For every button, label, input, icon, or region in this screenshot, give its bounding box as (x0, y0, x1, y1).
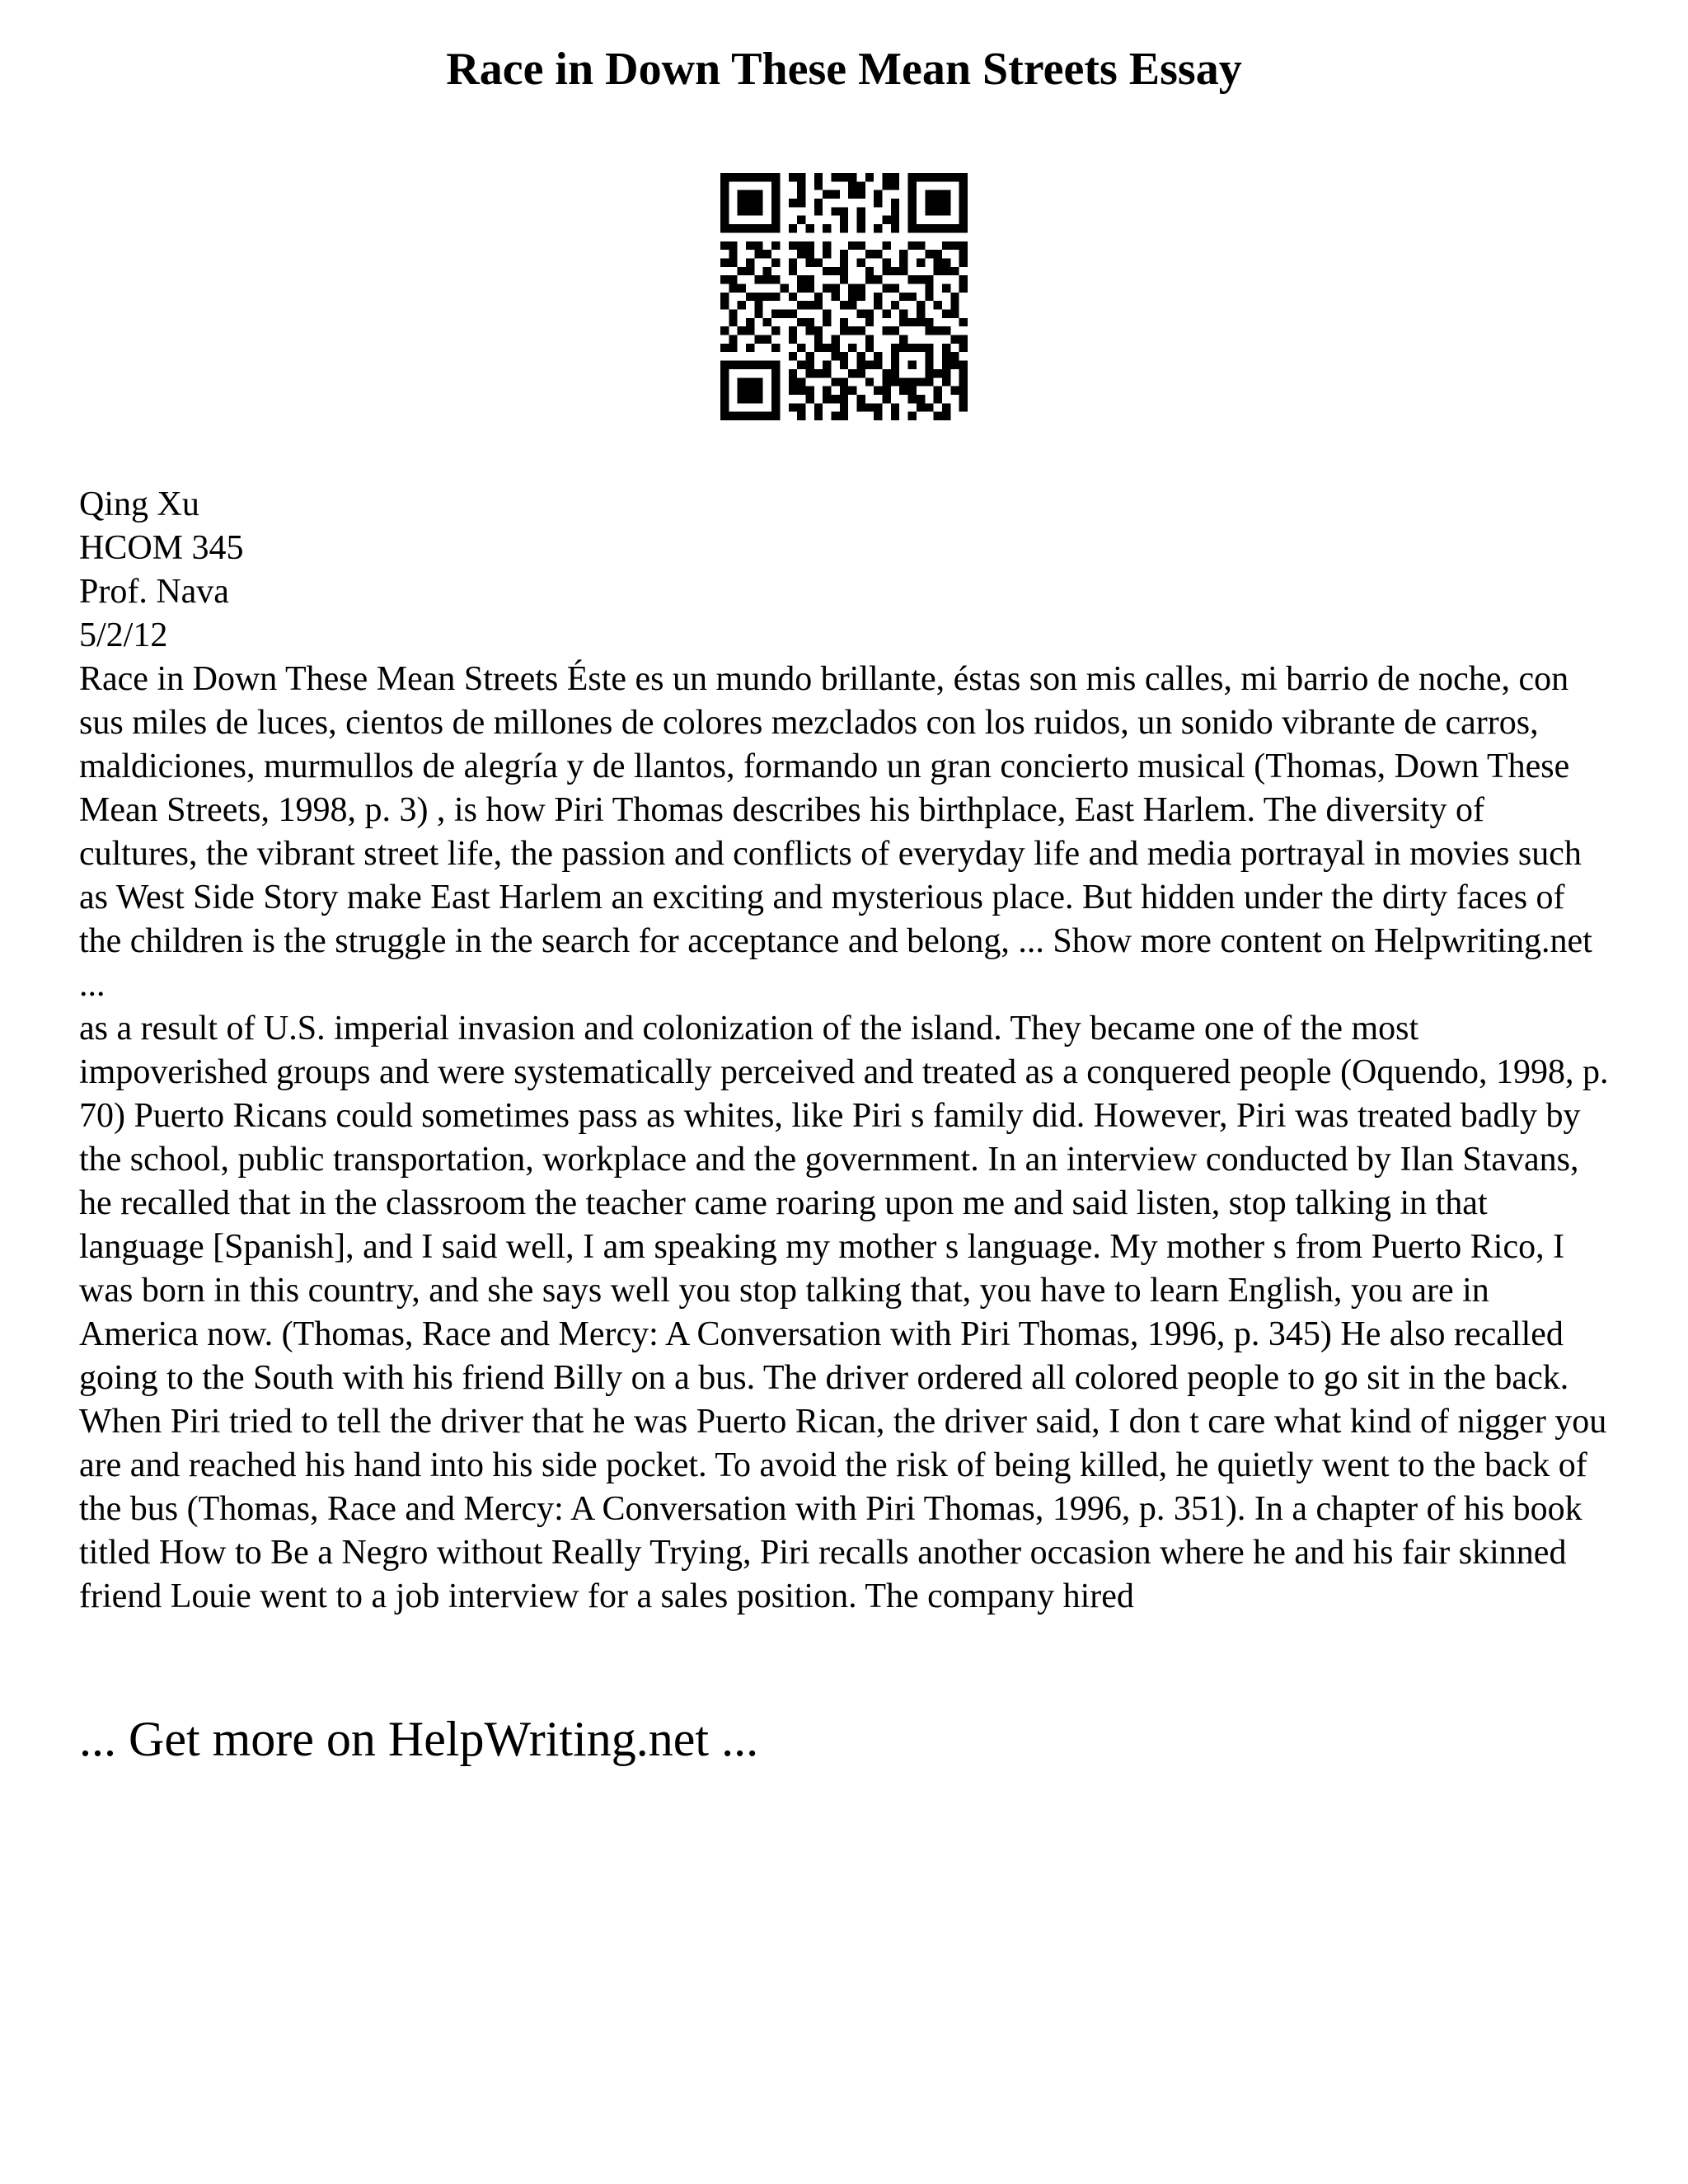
essay-date: 5/2/12 (79, 616, 168, 654)
page-title: Race in Down These Mean Streets Essay (446, 44, 1242, 95)
professor-name: Prof. Nava (79, 573, 229, 611)
get-more-link[interactable]: ... Get more on HelpWriting.net ... (79, 1712, 759, 1766)
essay-header (79, 483, 1629, 658)
author-name: Qing Xu (79, 485, 199, 523)
qr-code-image (720, 173, 968, 420)
essay-paragraph: Race in Down These Mean Streets Éste es un mundo brillante, éstas son mis calles, mi barrio de noche, con sus miles de luces, cientos de millones de colores mezclados con los ruidos, un sonido vibrante de carros, maldiciones, murmullos de alegría y de llantos, formando un gran concierto musical (Thomas, Down These Mean Streets, 1998, p. 3) , is how Piri Thomas describes his birthplace, East Harlem. The diversity of cultures, the vibrant street life, the passion and conflicts of everyday life and media portrayal in movies such as West Side Story make East Harlem an exciting and mysterious place. But hidden under the dirty faces of the children is the struggle in the search for acceptance and belong, ... Show more content on Helpwriting.net ... (79, 660, 1592, 1004)
course-code: HCOM 345 (79, 529, 244, 567)
qr-code-icon (720, 173, 968, 420)
essay-body (79, 658, 1609, 1619)
essay-paragraph: as a result of U.S. imperial invasion and colonization of the island. They became one of the most impoverished groups and were systematically perceived and treated as a conquered people (Oquendo, 1998, p. 70) Puerto Ricans could sometimes pass as whites, like Piri s family did. However, Piri was treated badly by the school, public transportation, workplace and the government. In an interview conducted by Ilan Stavans, he recalled that in the classroom the teacher came roaring upon me and said listen, stop talking in that language [Spanish], and I said well, I am speaking my mother s language. My mother s from Puerto Rico, I was born in this country, and she says well you stop talking that, you have to learn English, you are in America now. (Thomas, Race and Mercy: A Conversation with Piri Thomas, 1996, p. 345) He also recalled going to the South with his friend Billy on a bus. The driver ordered all colored people to go sit in the back. When Piri tried to tell the driver that he was Puerto Rican, the driver said, I don t care what kind of nigger you are and reached his hand into his side pocket. To avoid the risk of being killed, he quietly went to the back of the bus (Thomas, Race and Mercy: A Conversation with Piri Thomas, 1996, p. 351). In a chapter of his book titled How to Be a Negro without Really Trying, Piri recalls another occasion where he and his fair skinned friend Louie went to a job interview for a sales position. The company hired (79, 1010, 1609, 1615)
